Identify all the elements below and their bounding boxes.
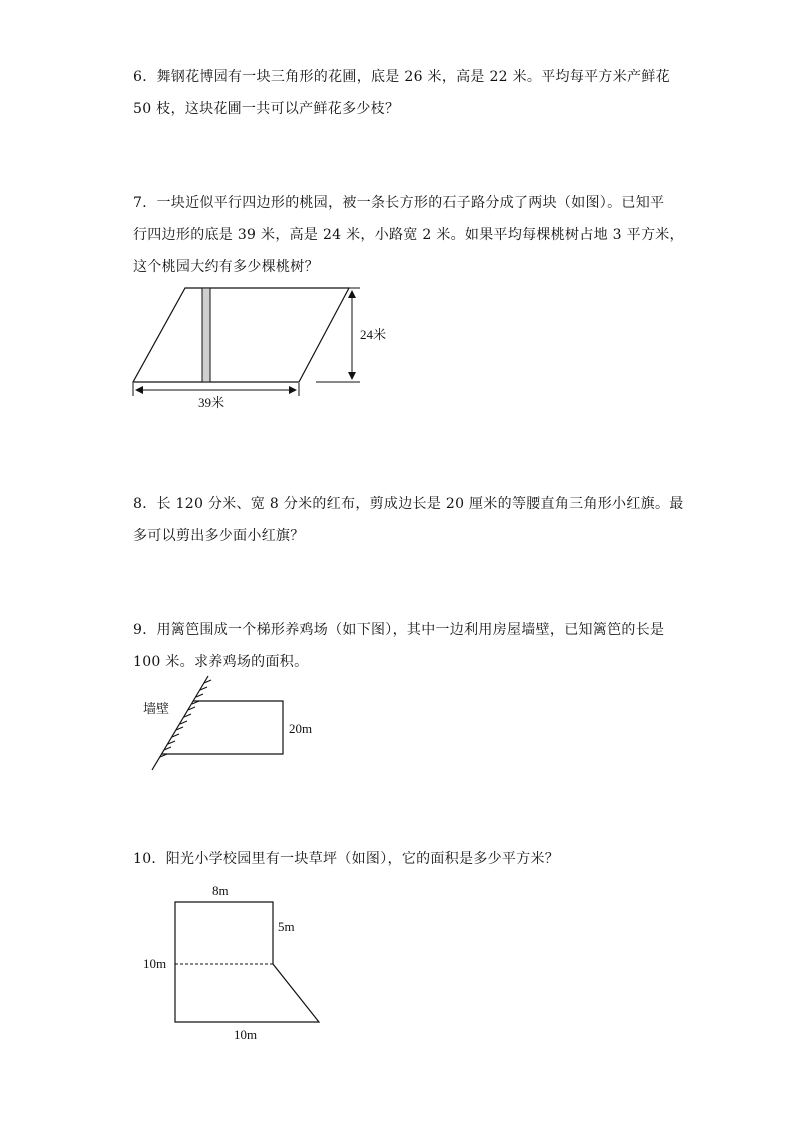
fence-outline bbox=[162, 701, 283, 754]
top-label: 8m bbox=[212, 883, 229, 898]
bottom-label: 10m bbox=[234, 1027, 258, 1042]
wall-label: 墙壁 bbox=[143, 701, 170, 716]
problem-7-line-1: 7．一块近似平行四边形的桃园，被一条长方形的石子路分成了两块（如图）。已知平 bbox=[133, 195, 665, 211]
problem-9-line-1: 9．用篱笆围成一个梯形养鸡场（如下图），其中一边利用房屋墙壁，已知篱笆的长是 bbox=[133, 622, 665, 638]
height-label: 24米 bbox=[360, 327, 387, 342]
problem-8-line-1: 8．长 120 分米、宽 8 分米的红布，剪成边长是 20 厘米的等腰直角三角形小红旗。最 bbox=[133, 496, 684, 512]
side-label: 20m bbox=[289, 721, 313, 736]
stone-path bbox=[202, 288, 210, 382]
lawn-outline bbox=[175, 902, 319, 1022]
right-label: 5m bbox=[278, 919, 295, 934]
wall-hatching bbox=[160, 680, 211, 757]
parallelogram-figure bbox=[133, 288, 386, 410]
wall-line bbox=[152, 676, 208, 770]
trapezoid-yard-figure bbox=[143, 676, 312, 770]
lawn-figure bbox=[143, 883, 319, 1042]
problem-8-line-2: 多可以剪出多少面小红旗？ bbox=[133, 528, 305, 544]
problem-9-line-2: 100 米。求养鸡场的面积。 bbox=[133, 654, 309, 670]
problem-10-line-1: 10．阳光小学校园里有一块草坪（如图），它的面积是多少平方米？ bbox=[133, 851, 560, 867]
problem-6-line-2: 50 枝，这块花圃一共可以产鲜花多少枝？ bbox=[133, 101, 400, 117]
problem-7-line-2: 行四边形的底是 39 米，高是 24 米，小路宽 2 米。如果平均每棵桃树占地 3 平方米， bbox=[133, 227, 684, 243]
left-label: 10m bbox=[143, 956, 167, 971]
base-label: 39米 bbox=[198, 395, 225, 410]
parallelogram-shape bbox=[133, 288, 349, 382]
problem-6-line-1: 6．舞钢花博园有一块三角形的花圃，底是 26 米，高是 22 米。平均每平方米产鲜花 bbox=[133, 69, 670, 85]
problem-7-line-3: 这个桃园大约有多少棵桃树？ bbox=[133, 259, 319, 275]
